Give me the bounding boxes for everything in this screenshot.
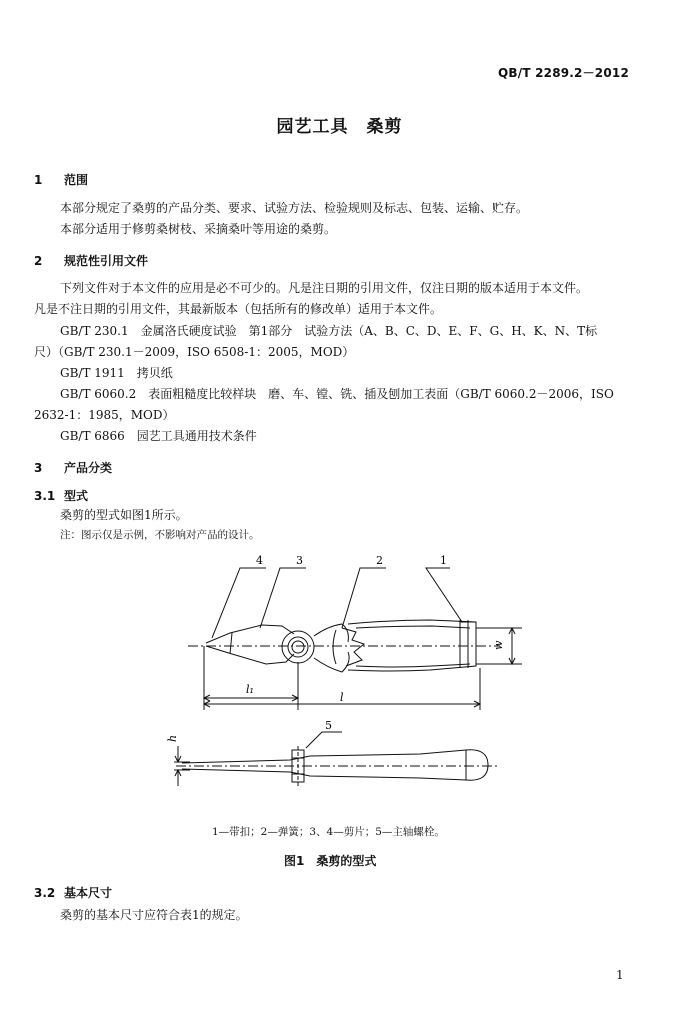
section-title: 规范性引用文件 — [64, 254, 149, 268]
section-3-2-heading — [34, 884, 112, 901]
standard-number: QB/T 2289.2－2012 — [498, 66, 629, 80]
callout-label: 1 — [440, 554, 447, 567]
section-number: 3.1 — [34, 489, 56, 503]
reference-item: GB/T 6866 园艺工具通用技术条件 — [60, 429, 257, 443]
figure-legend: 1—带扣；2—弹簧；3、4—剪片；5—主轴螺栓。 — [212, 826, 445, 838]
section-title: 产品分类 — [64, 461, 113, 475]
paragraph: 本部分适用于修剪桑树枝、采摘桑叶等用途的桑剪。 — [60, 222, 337, 236]
section-title: 范围 — [64, 173, 89, 187]
dimension-label: l₁ — [246, 683, 254, 696]
section-number: 3 — [34, 461, 43, 475]
page-number: 1 — [616, 968, 624, 982]
section-number: 2 — [34, 254, 43, 268]
callout-label: 5 — [325, 719, 332, 732]
figure-title: 图1 桑剪的型式 — [284, 854, 377, 868]
page-title: 园艺工具 桑剪 — [276, 117, 403, 137]
dimension-label: l — [340, 691, 344, 704]
figure-1-drawing — [166, 550, 530, 805]
callout-label: 4 — [256, 554, 263, 567]
section-3-1-heading — [34, 487, 88, 504]
callout-label: 2 — [376, 554, 383, 567]
callout-label: 3 — [296, 554, 303, 567]
paragraph: 本部分规定了桑剪的产品分类、要求、试验方法、检验规则及标志、包装、运输、贮存。 — [60, 201, 529, 215]
section-number: 1 — [34, 173, 43, 187]
reference-item: GB/T 1911 拷贝纸 — [60, 366, 173, 380]
section-title: 基本尺寸 — [64, 886, 113, 900]
reference-item: GB/T 6060.2 表面粗糙度比较样块 磨、车、镗、铣、插及刨加工表面（GB/T 6060.2－2006，ISO — [60, 387, 614, 401]
paragraph: 桑剪的基本尺寸应符合表1的规定。 — [60, 908, 248, 922]
paragraph: 下列文件对于本文件的应用是必不可少的。凡是注日期的引用文件，仅注日期的版本适用于本文件。 — [60, 281, 589, 295]
section-number: 3.2 — [34, 886, 56, 900]
dimension-label: w — [492, 640, 505, 650]
paragraph: 凡是不注日期的引用文件，其最新版本（包括所有的修改单）适用于本文件。 — [34, 302, 443, 316]
section-1-heading — [34, 171, 88, 188]
dimension-label: h — [166, 734, 179, 742]
paragraph: 桑剪的型式如图1所示。 — [60, 508, 188, 522]
reference-item: 2632-1：1985，MOD） — [34, 408, 175, 422]
section-title: 型式 — [64, 489, 89, 503]
reference-item: 尺）（GB/T 230.1－2009，ISO 6508-1：2005，MOD） — [34, 345, 355, 359]
section-2-heading — [34, 252, 148, 269]
note: 注：图示仅是示例，不影响对产品的设计。 — [60, 529, 260, 541]
reference-item: GB/T 230.1 金属洛氏硬度试验 第1部分 试验方法（A、B、C、D、E、F、G、H、K、N、T标 — [60, 324, 598, 338]
section-3-heading — [34, 459, 112, 476]
